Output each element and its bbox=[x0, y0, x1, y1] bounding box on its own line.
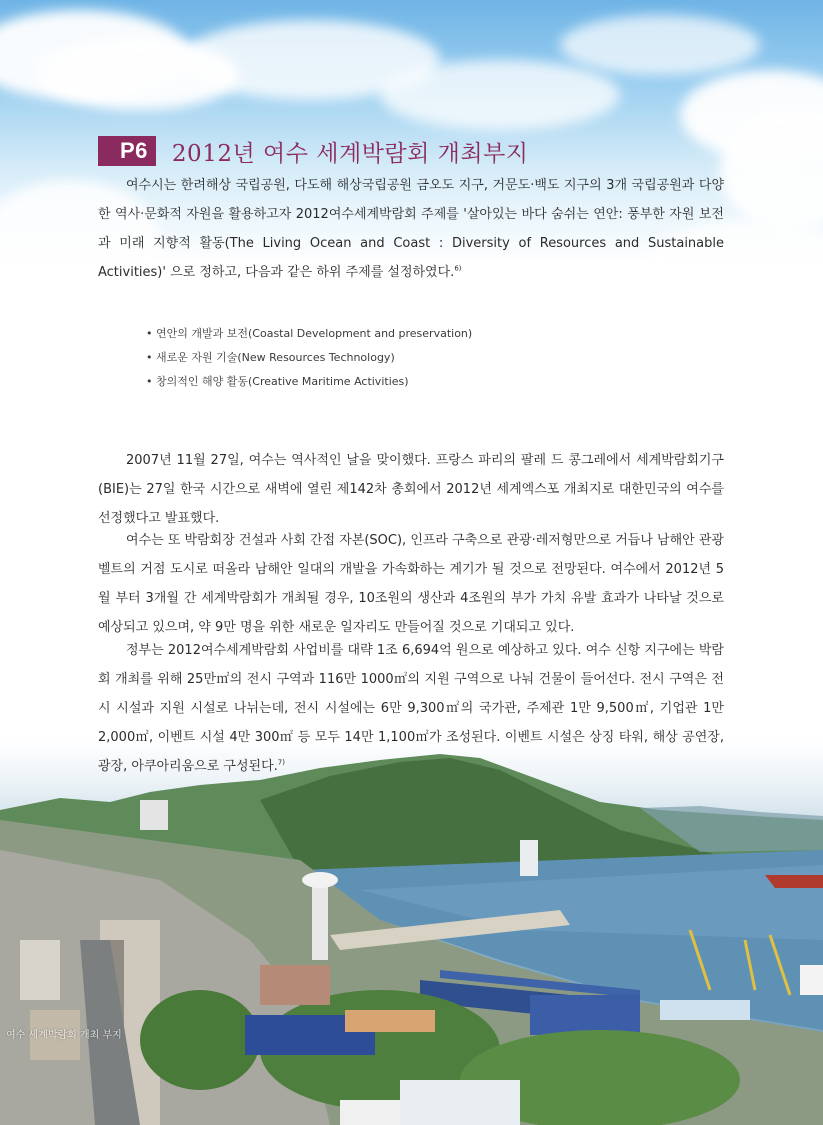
section-header bbox=[98, 134, 529, 168]
photo-caption: 여수 세계박람회 개최 부지 bbox=[6, 1030, 122, 1041]
section-badge: P6 bbox=[98, 136, 156, 166]
harbor-photo bbox=[0, 740, 823, 1125]
list-item: • 창의적인 해양 활동(Creative Maritime Activities) bbox=[146, 370, 472, 394]
paragraph-4-text: 정부는 2012여수세계박람회 사업비를 대략 1조 6,694억 원으로 예상하고 있다. 여수 신항 지구에는 박람회 개최를 위해 25만㎡의 전시 구역과 116만 1000㎡의 지원 구역으로 나눠 건물이 들어선다. 전시 구역은 전시 시설과 지원 시설로 나뉘는데, 전시 시설에는 6만 9,300㎡의 국가관, 주제관 1만 9,500㎡, 기업관 1만 2,000㎡, 이벤트 시설 4만 300㎡ 등 모두 14만 1,100㎡가 조성된다. 이벤트 시설은 상징 타워, 해상 공연장, 광장, 아쿠아리움으로 구성된다. bbox=[98, 643, 724, 774]
section-title: 2012년 여수 세계박람회 개최부지 bbox=[171, 140, 529, 167]
list-item: • 새로운 자원 기술(New Resources Technology) bbox=[146, 346, 472, 370]
footnote-ref-6: 6) bbox=[454, 264, 462, 273]
paragraph-1-text: 여수시는 한려해상 국립공원, 다도해 해상국립공원 금오도 지구, 거문도·백도 지구의 3개 국립공원과 다양한 역사·문화적 자원을 활용하고자 2012여수세계박람회 주제를 '살아있는 바다 숨쉬는 연안: 풍부한 자원 보전과 미래 지향적 활동(The Living Ocean and Coast : Diversity of Resources and Sustainable Activities)' 으로 정하고, 다음과 같은 하위 주제를 설정하였다. bbox=[98, 178, 724, 280]
footnote-ref-7: 7) bbox=[277, 758, 285, 767]
list-item: • 연안의 개발과 보전(Coastal Development and preservation) bbox=[146, 322, 472, 346]
harbor-illustration bbox=[0, 740, 823, 1125]
paragraph-1 bbox=[98, 171, 724, 287]
paragraph-4 bbox=[98, 636, 724, 781]
subtheme-list bbox=[146, 322, 472, 394]
paragraph-3: 여수는 또 박람회장 건설과 사회 간접 자본(SOC), 인프라 구축으로 관광·레저형만으로 거듭나 남해안 관광 벨트의 거점 도시로 떠올라 남해안 일대의 개발을 가속화하는 계기가 될 것으로 전망된다. 여수에서 2012년 5월 부터 3개월 간 세계박람회가 개최될 경우, 10조원의 생산과 4조원의 부가 가치 유발 효과가 나타날 것으로 예상되고 있으며, 약 9만 명을 위한 새로운 일자리도 만들어질 것으로 기대되고 있다. bbox=[98, 533, 724, 635]
paragraph-2: 2007년 11월 27일, 여수는 역사적인 날을 맞이했다. 프랑스 파리의 팔레 드 콩그레에서 세계박람회기구(BIE)는 27일 한국 시간으로 새벽에 열린 제142차 총회에서 2012년 세계엑스포 개최지로 대한민국의 여수를 선정했다고 발표했다. bbox=[98, 453, 724, 526]
